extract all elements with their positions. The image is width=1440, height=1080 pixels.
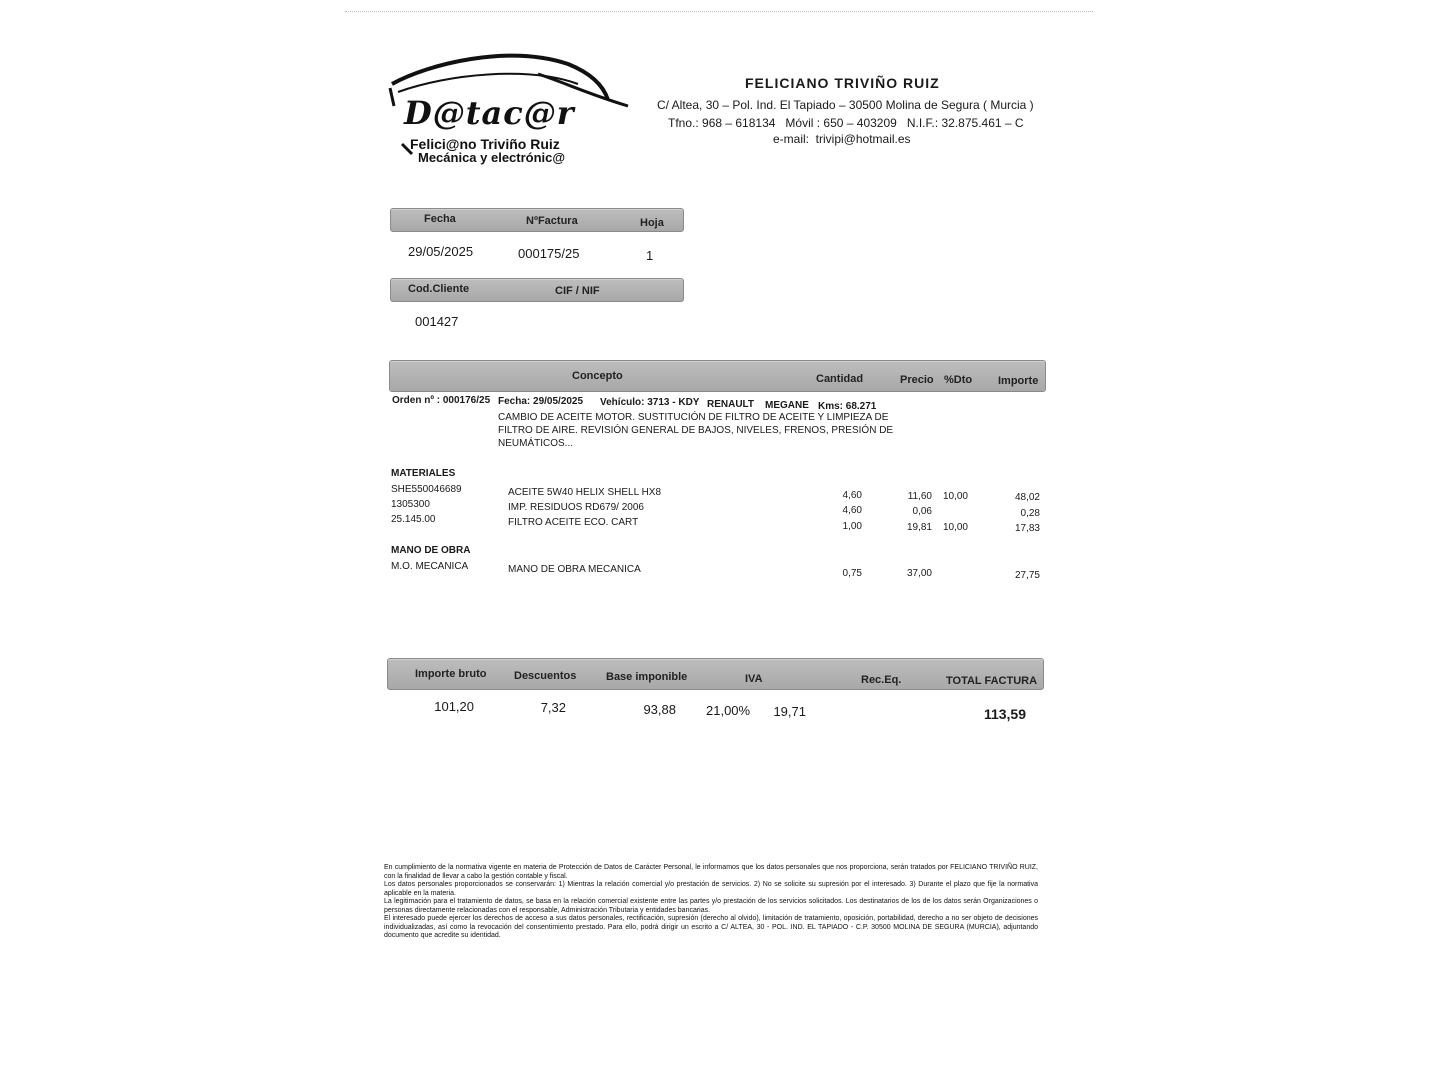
item-quantity: 4,60 [842,490,862,501]
item-amount: 48,02 [1014,492,1040,503]
label-descuentos: Descuentos [514,670,577,682]
order-model: MEGANE [765,400,809,411]
label-rec-eq: Rec.Eq. [861,674,902,686]
total-factura: 113,59 [983,706,1026,722]
item-amount: 27,75 [1014,570,1040,581]
legal-paragraph: La legitimación para el tratamiento de datos, se basa en la relación comercial existente entre las partes y/o prestación de los servicios solicitados. Los destinatarios de los de los datos serán Organizaciones o personas directamente relacionadas con el responsable, Administración Tributaria y entidades bancarias. [384,898,1038,914]
label-nfactura: NºFactura [526,215,578,227]
item-amount: 17,83 [1014,523,1040,534]
item-price: 0,06 [912,506,932,517]
label-total-factura: TOTAL FACTURA [946,675,1038,687]
col-cantidad: Cantidad [816,373,864,385]
order-brand: RENAULT [707,399,755,410]
total-iva: 19,71 [773,704,806,719]
total-base-imponible: 93,88 [643,702,676,717]
item-discount: 10,00 [942,491,968,502]
section-materiales: MATERIALES [391,468,456,479]
item-discount: 10,00 [942,522,968,533]
legal-paragraph: El interesado puede ejercer los derechos de acceso a sus datos personales, rectificación, supresión (derecho al olvido), limitación de tratamiento, oposición, portabilidad, derecho a no ser objeto de decisiones individualizadas, así como la revocación del consentimiento prestado. Para ello, podrá dirigir un escrito a C/ ALTEA, 30 - POL. IND. EL TAPIADO - C.P. 30500 MOLINA DE SEGURA (MURCIA), adjuntando documento que acredite su identidad. [384,915,1038,939]
item-code: 25.145.00 [391,514,436,525]
logo-line1: Felici@no Triviño Ruiz [410,136,560,152]
item-quantity: 4,60 [842,505,862,516]
company-phones: Tfno.: 968 – 618134 Móvil : 650 – 403209 N.I.F.: 32.875.461 – C [668,116,1024,130]
invoice-number: 000175/25 [518,246,580,261]
item-description: ACEITE 5W40 HELIX SHELL HX8 [508,487,662,498]
item-quantity: 0,75 [842,568,862,579]
legal-paragraph: Los datos personales proporcionados se conservarán: 1) Mientras la relación comercial y/o prestación de servicios. 2) No se solicite su supresión por el interesado. 3) Durante el plazo que fije la normativa aplicable en la materia. [384,881,1038,897]
label-fecha: Fecha [424,213,456,225]
item-price: 11,60 [907,491,932,502]
label-importe-bruto: Importe bruto [415,668,487,680]
label-cif-nif: CIF / NIF [555,285,600,297]
logo-line2: Mecánica y electrónic@ [418,150,566,165]
col-dto: %Dto [944,374,973,386]
legal-notice [384,864,1038,941]
label-base-imponible: Base imponible [606,671,688,683]
item-amount: 0,28 [1020,508,1040,519]
order-kms: Kms: 68.271 [818,401,877,412]
total-iva-percent: 21,00% [706,703,751,718]
item-code: 1305300 [391,499,430,510]
wrench-icon [400,142,414,156]
section-mano-de-obra: MANO DE OBRA [391,545,471,556]
order-number: Orden nº : 000176/25 [392,395,491,406]
col-importe: Importe [998,375,1039,387]
order-vehicle: Vehículo: 3713 - KDY [600,397,700,408]
item-code: M.O. MECANICA [391,561,469,572]
order-date: Fecha: 29/05/2025 [498,396,584,407]
label-hoja: Hoja [640,217,664,229]
page-top-edge [345,11,1093,13]
item-description: FILTRO ACEITE ECO. CART [508,517,639,528]
order-description-1: CAMBIO DE ACEITE MOTOR. SUSTITUCIÓN DE FILTRO DE ACEITE Y LIMPIEZA DE [498,412,889,423]
invoice-date: 29/05/2025 [408,244,474,259]
order-description-2: FILTRO DE AIRE. REVISIÓN GENERAL DE BAJOS, NIVELES, FRENOS, PRESIÓN DE [498,425,894,436]
item-description: IMP. RESIDUOS RD679/ 2006 [508,502,644,513]
total-importe-bruto: 101,20 [434,699,474,714]
col-concepto: Concepto [572,370,623,382]
item-quantity: 1,00 [842,521,862,532]
item-code: SHE550046689 [391,484,462,495]
invoice-page: 1 [646,248,654,263]
total-descuentos: 7,32 [540,700,566,715]
item-price: 37,00 [906,568,932,579]
company-email: e-mail: trivipi@hotmail.es [773,132,911,146]
col-precio: Precio [900,374,934,386]
label-iva: IVA [745,673,763,685]
logo-name: D@tac@r [404,94,575,132]
item-description: MANO DE OBRA MECANICA [508,564,641,575]
company-logo [388,44,638,169]
company-name: FELICIANO TRIVIÑO RUIZ [745,75,940,91]
company-address: C/ Altea, 30 – Pol. Ind. El Tapiado – 30500 Molina de Segura ( Murcia ) [657,98,1034,112]
label-cod-cliente: Cod.Cliente [408,283,470,295]
client-code: 001427 [415,314,459,329]
item-price: 19,81 [906,522,932,533]
legal-paragraph: En cumplimiento de la normativa vigente en materia de Protección de Datos de Carácter Personal, le informamos que los datos personales que nos proporciona, serán tratados por FELICIANO TRIVIÑO RUIZ, con la finalidad de llevar a cabo la gestión contable y fiscal. [384,864,1038,880]
order-description-3: NEUMÁTICOS... [498,438,574,449]
